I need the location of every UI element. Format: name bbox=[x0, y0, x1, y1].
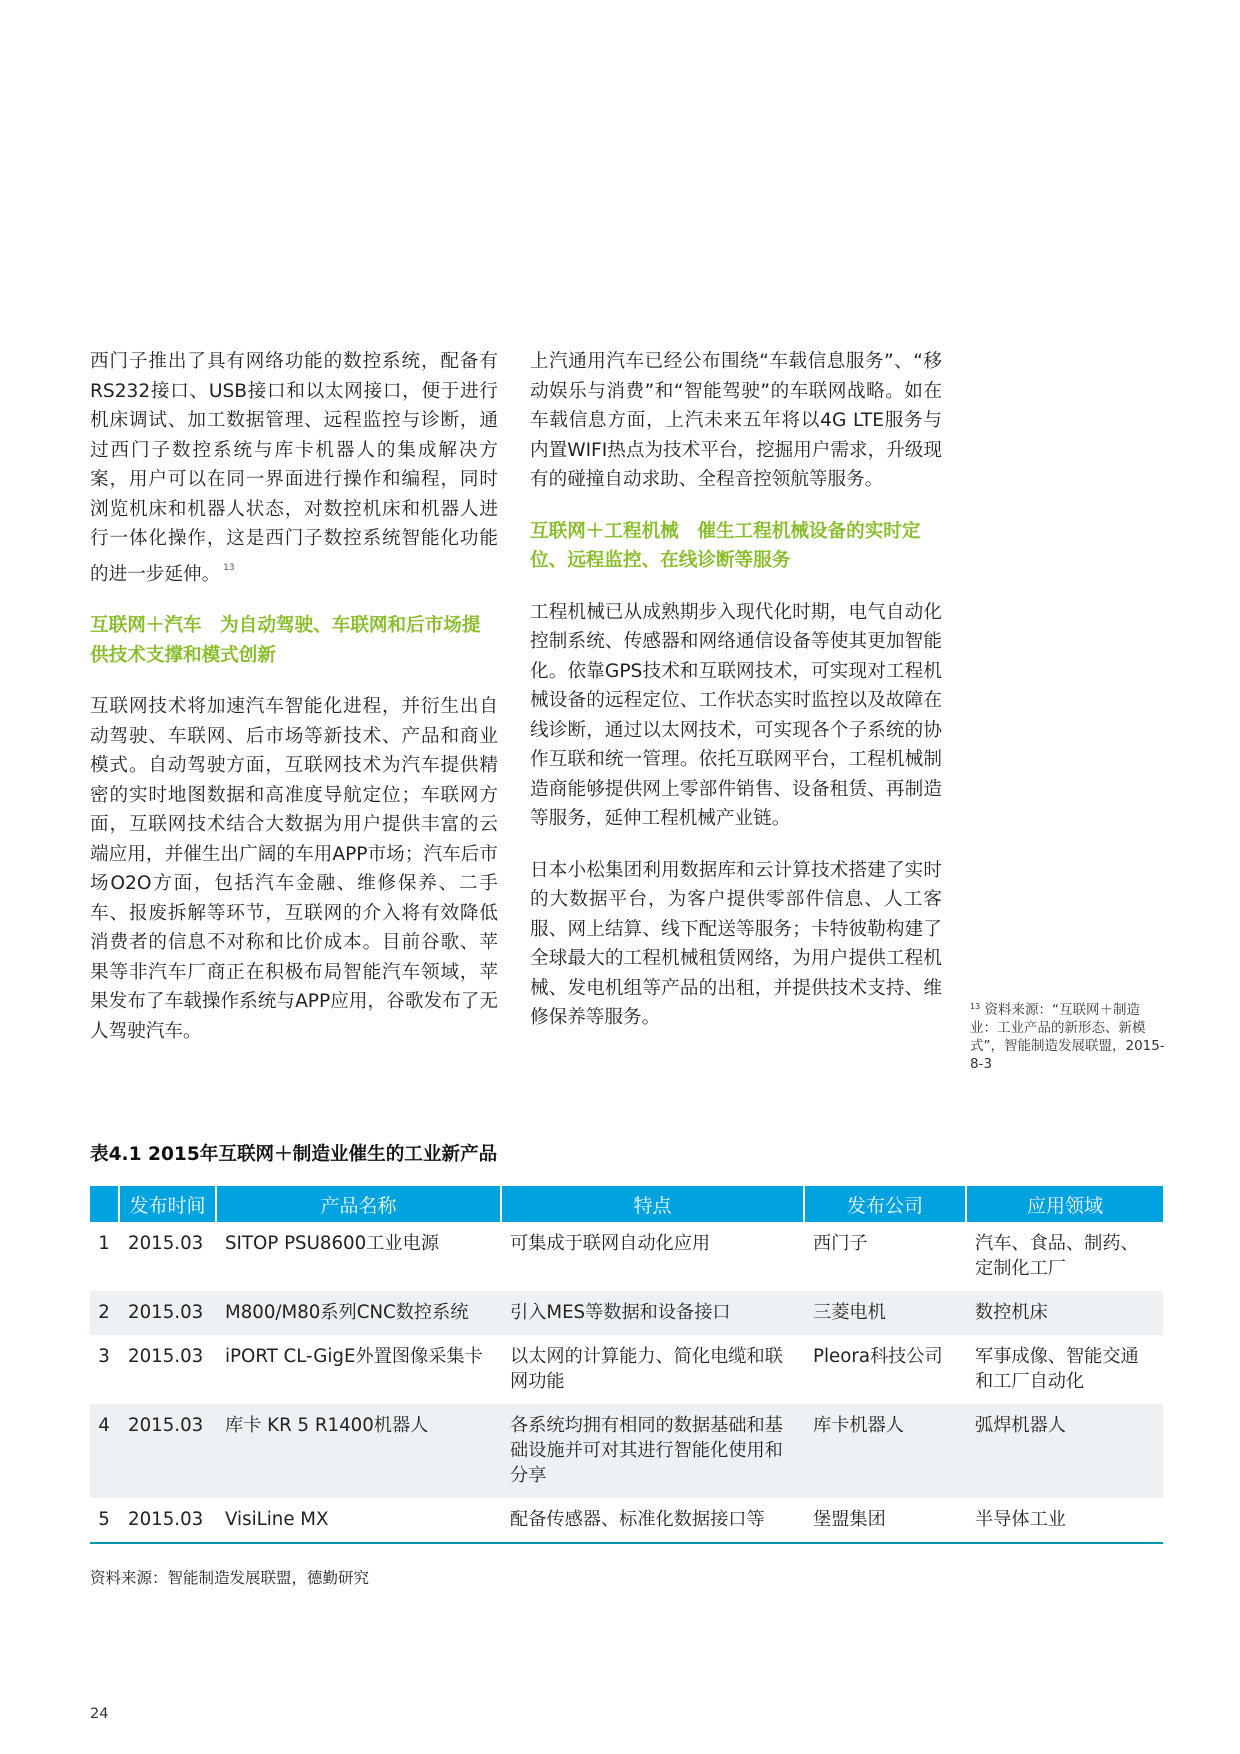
cell-application: 半导体工业 bbox=[975, 1509, 1066, 1530]
section-heading-machinery: 互联网＋工程机械 催生工程机械设备的实时定位、远程监控、在线诊断等服务 bbox=[530, 520, 921, 571]
cell-application: 军事成像、智能交通和工厂自动化 bbox=[975, 1346, 1139, 1392]
table-row bbox=[90, 1222, 1163, 1291]
table-row bbox=[90, 1335, 1163, 1404]
header-features: 特点 bbox=[500, 1186, 803, 1222]
cell-date: 2015.03 bbox=[118, 1291, 215, 1335]
cell-features: 以太网的计算能力、简化电缆和联网功能 bbox=[510, 1346, 783, 1392]
right-paragraph-1: 上汽通用汽车已经公布围绕“车载信息服务”、“移动娱乐与消费”和“智能驾驶”的车联网战略。如在车载信息方面，上汽未来五年将以4G LTE服务与内置WIFI热点为技术平台，挖掘用户需求，升级现有的碰撞自动求助、全程音控领航等服务。 bbox=[530, 351, 942, 490]
table-header-row bbox=[90, 1186, 1163, 1222]
table-row bbox=[90, 1291, 1163, 1335]
cell-application: 数控机床 bbox=[965, 1291, 1163, 1335]
cell-application: 汽车、食品、制药、定制化工厂 bbox=[975, 1233, 1139, 1279]
cell-index: 2 bbox=[90, 1291, 118, 1335]
cell-product: SITOP PSU8600工业电源 bbox=[225, 1233, 439, 1254]
table-title: 表4.1 2015年互联网＋制造业催生的工业新产品 bbox=[90, 1144, 498, 1165]
left-paragraph-1-text: 西门子推出了具有网络功能的数控系统，配备有RS232接口、USB接口和以太网接口，便于进行机床调试、加工数据管理、远程监控与诊断，通过西门子数控系统与库卡机器人的集成解决方案，用户可以在同一界面进行操作和编程，同时浏览机床和机器人状态，对数控机床和机器人进行一体化操作，这是西门子数控系统智能化功能的进一步延伸。 bbox=[90, 351, 498, 585]
cell-product: M800/M80系列CNC数控系统 bbox=[215, 1291, 500, 1335]
cell-application: 弧焊机器人 bbox=[965, 1404, 1163, 1498]
cell-date: 2015.03 bbox=[128, 1509, 204, 1530]
cell-date: 2015.03 bbox=[128, 1346, 204, 1367]
cell-company: 西门子 bbox=[813, 1233, 868, 1254]
header-application: 应用领域 bbox=[965, 1186, 1163, 1222]
cell-features: 可集成于联网自动化应用 bbox=[510, 1233, 711, 1254]
cell-features: 配备传感器、标准化数据接口等 bbox=[510, 1509, 765, 1530]
left-paragraph-2: 互联网技术将加速汽车智能化进程，并衍生出自动驾驶、车联网、后市场等新技术、产品和商业模式。自动驾驶方面，互联网技术为汽车提供精密的实时地图数据和高准度导航定位；车联网方面，互联网技术结合大数据为用户提供丰富的云端应用，并催生出广阔的车用APP市场；汽车后市场O2O方面，包括汽车金融、维修保养、二手车、报废拆解等环节，互联网的介入将有效降低消费者的信息不对称和比价成本。目前谷歌、苹果等非汽车厂商正在积极布局智能汽车领域，苹果发布了车载操作系统与APP应用，谷歌发布了无人驾驶汽车。 bbox=[90, 696, 498, 1042]
header-index bbox=[90, 1186, 118, 1222]
products-table bbox=[90, 1186, 1163, 1544]
cell-date: 2015.03 bbox=[118, 1404, 215, 1498]
left-column bbox=[90, 347, 498, 1068]
right-paragraph-3: 日本小松集团利用数据库和云计算技术搭建了实时的大数据平台，为客户提供零部件信息、人工客服、网上结算、线下配送等服务；卡特彼勒构建了全球最大的工程机械租赁网络，为用户提供工程机械、发电机组等产品的出租，并提供技术支持、维修保养等服务。 bbox=[530, 859, 942, 1028]
cell-product: 库卡 KR 5 R1400机器人 bbox=[215, 1404, 500, 1498]
sidenote-text: 资料来源：“互联网＋制造业：工业产品的新形态、新模式”，智能制造发展联盟，2015-8-3 bbox=[970, 1002, 1165, 1072]
footnote-sidenote bbox=[970, 998, 1165, 1073]
page-number: 24 bbox=[90, 1706, 109, 1722]
cell-date: 2015.03 bbox=[128, 1233, 204, 1254]
right-paragraph-2: 工程机械已从成熟期步入现代化时期，电气自动化控制系统、传感器和网络通信设备等使其更加智能化。依靠GPS技术和互联网技术，可实现对工程机械设备的远程定位、工作状态实时监控以及故障在线诊断，通过以太网技术，可实现各个子系统的协作互联和统一管理。依托互联网平台，工程机械制造商能够提供网上零部件销售、设备租赁、再制造等服务，延伸工程机械产业链。 bbox=[530, 601, 942, 829]
cell-features: 各系统均拥有相同的数据基础和基础设施并可对其进行智能化使用和分享 bbox=[500, 1404, 803, 1498]
cell-features: 引入MES等数据和设备接口 bbox=[500, 1291, 803, 1335]
cell-company: 库卡机器人 bbox=[803, 1404, 965, 1498]
cell-company: 堡盟集团 bbox=[813, 1509, 886, 1530]
section-heading-auto: 互联网＋汽车 为自动驾驶、车联网和后市场提供技术支撑和模式创新 bbox=[90, 615, 481, 666]
cell-product: iPORT CL-GigE外置图像采集卡 bbox=[225, 1346, 483, 1367]
footnote-ref-13[interactable]: 13 bbox=[223, 562, 235, 573]
cell-company: 三菱电机 bbox=[803, 1291, 965, 1335]
header-company: 发布公司 bbox=[803, 1186, 965, 1222]
cell-index: 5 bbox=[98, 1509, 110, 1530]
cell-index: 1 bbox=[98, 1233, 110, 1254]
right-column bbox=[530, 347, 942, 1055]
header-release-date: 发布时间 bbox=[118, 1186, 215, 1222]
table-row bbox=[90, 1498, 1163, 1542]
header-product-name: 产品名称 bbox=[215, 1186, 500, 1222]
sidenote-number: 13 bbox=[970, 1002, 981, 1011]
cell-product: VisiLine MX bbox=[225, 1509, 329, 1530]
table-row bbox=[90, 1404, 1163, 1498]
cell-company: Pleora科技公司 bbox=[813, 1346, 943, 1367]
cell-index: 4 bbox=[90, 1404, 118, 1498]
table-source: 资料来源：智能制造发展联盟，德勤研究 bbox=[90, 1569, 370, 1587]
cell-index: 3 bbox=[98, 1346, 110, 1367]
left-paragraph-1 bbox=[90, 347, 498, 589]
